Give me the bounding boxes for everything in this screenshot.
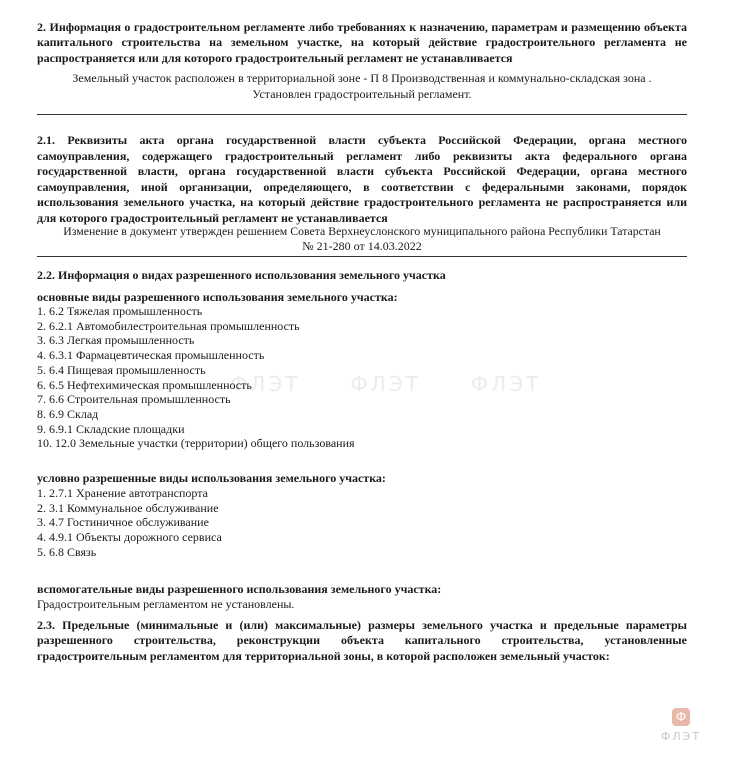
watermark: ФЛЭТ ФЛЭТ ФЛЭТ (230, 372, 542, 396)
divider (37, 256, 687, 257)
list-item: 7. 6.6 Строительная промышленность (37, 392, 231, 407)
regulation-line: Установлен градостроительный регламент. (252, 87, 472, 101)
list-item: 10. 12.0 Земельные участки (территории) общего пользования (37, 436, 355, 451)
list-item: 1. 2.7.1 Хранение автотранспорта (37, 486, 208, 500)
list-item: 4. 4.9.1 Объекты дорожного сервиса (37, 530, 222, 545)
main-uses-title: основные виды разрешенного использования земельного участка: (37, 290, 398, 304)
conditional-uses-list (37, 486, 687, 560)
list-item: 5. 6.8 Связь (37, 544, 97, 559)
flat-logo-icon: Ф (672, 708, 690, 726)
divider (37, 114, 687, 115)
list-item: 1. 6.2 Тяжелая промышленность (37, 304, 203, 318)
auxiliary-uses-text: Градостроительным регламентом не установлены. (37, 597, 295, 611)
list-item: 3. 4.7 Гостиничное обслуживание (37, 515, 209, 530)
section-2-heading: 2. Информация о градостроительном регламенте либо требованиях к назначению, параметрам и размещению объекта капитального строительства на земельном участке, на который действие градостроительного регламента не распространяется или для которого градостроительный регламент не устанавливается (37, 20, 687, 65)
flat-logo-text: ФЛЭТ (660, 730, 702, 743)
section-2-1-heading: 2.1. Реквизиты акта органа государственной власти субъекта Российской Федерации, органа местного самоуправления, содержащего градостроительный регламент либо реквизиты акта федерального органа государственной власти, органа государственной власти субъекта Российской Федерации, органа местного самоуправления, иной организации, определяющего, в соответствии с федеральными законами, порядок использования земельного участка, на который действие градостроительного регламента не распространяется или для которого градостроительный регламент не устанавливается (37, 133, 687, 225)
auxiliary-uses-title: вспомогательные виды разрешенного использования земельного участка: (37, 582, 442, 596)
zone-line: Земельный участок расположен в территориальной зоне - П 8 Производственная и коммунально-складская зона . (72, 71, 652, 85)
list-item: 2. 6.2.1 Автомобилестроительная промышленность (37, 318, 300, 333)
list-item: 9. 6.9.1 Складские площадки (37, 421, 185, 436)
list-item: 4. 6.3.1 Фармацевтическая промышленность (37, 348, 265, 363)
main-uses-list (37, 304, 687, 451)
change-line-2: № 21-280 от 14.03.2022 (302, 239, 422, 253)
section-2-3-heading: 2.3. Предельные (минимальные и (или) максимальные) размеры земельного участка и предельные параметры разрешенного строительства, реконструкции объекта капитального строительства, установленные градостроительным регламентом для территориальной зоны, в которой расположен земельный участок: (37, 618, 687, 663)
list-item: 6. 6.5 Нефтехимическая промышленность (37, 377, 252, 392)
flat-logo (650, 708, 712, 743)
change-line-1: Изменение в документ утвержден решением Совета Верхнеуслонского муниципального района Республики Татарстан (63, 224, 661, 238)
list-item: 8. 6.9 Склад (37, 406, 99, 421)
section-2-2-heading: 2.2. Информация о видах разрешенного использования земельного участка (37, 268, 446, 282)
conditional-uses-title: условно разрешенные виды использования земельного участка: (37, 471, 386, 485)
list-item: 3. 6.3 Легкая промышленность (37, 333, 195, 348)
list-item: 2. 3.1 Коммунальное обслуживание (37, 500, 219, 515)
list-item: 5. 6.4 Пищевая промышленность (37, 362, 206, 377)
